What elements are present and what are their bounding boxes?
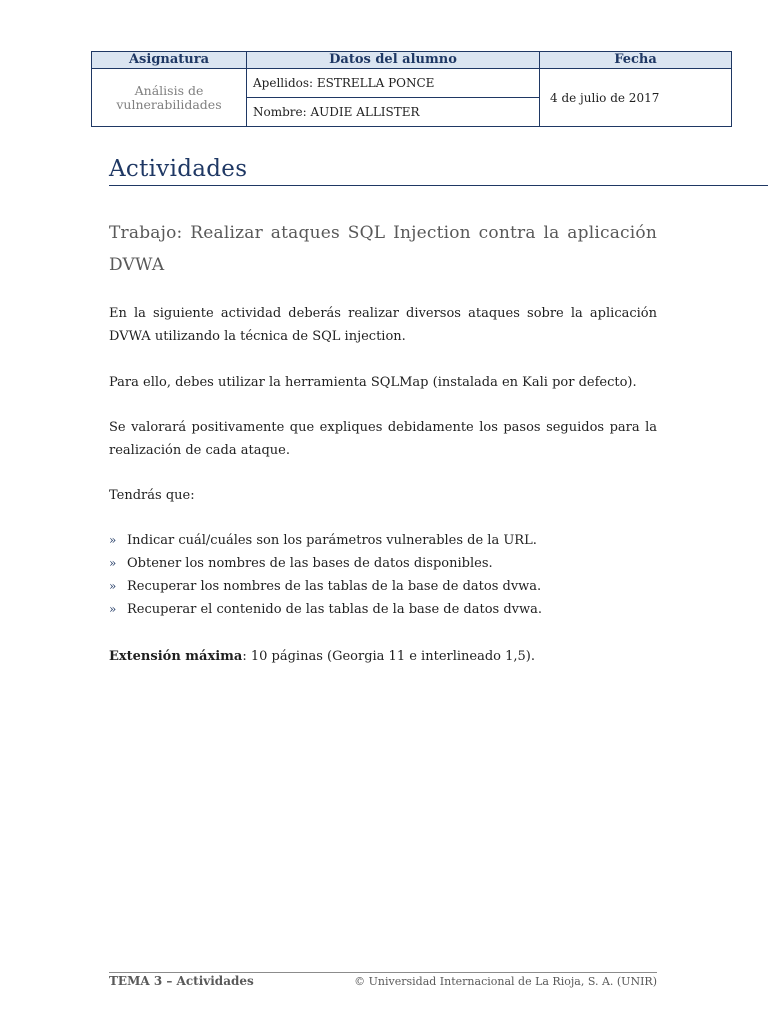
task-text: Indicar cuál/cuáles son los parámetros vulnerables de la URL. <box>127 533 537 548</box>
bullet-icon: » <box>109 556 117 570</box>
header-table <box>91 51 732 127</box>
bullet-icon: » <box>109 579 117 593</box>
paragraph-intro: En la siguiente actividad deberás realizar diversos ataques sobre la aplicación DVWA utilizando la técnica de SQL injection. <box>109 306 657 344</box>
paragraph-tool: Para ello, debes utilizar la herramienta SQLMap (instalada en Kali por defecto). <box>109 375 637 390</box>
list-item <box>109 529 657 552</box>
bullet-icon: » <box>109 602 117 616</box>
header-col-subject: Asignatura <box>92 52 247 69</box>
date-cell: 4 de julio de 2017 <box>540 69 732 127</box>
section-title: Actividades <box>109 156 248 182</box>
surname-cell: Apellidos: ESTRELLA PONCE <box>247 69 540 98</box>
subject-cell <box>92 69 247 127</box>
task-list <box>109 529 657 621</box>
list-item <box>109 575 657 598</box>
extension-text: : 10 páginas (Georgia 11 e interlineado 1,5). <box>242 649 536 664</box>
extension-label: Extensión máxima <box>109 649 243 664</box>
subject-line-1: Análisis de <box>134 82 204 98</box>
bullet-icon: » <box>109 533 117 547</box>
header-col-student: Datos del alumno <box>247 52 540 69</box>
header-col-date: Fecha <box>540 52 732 69</box>
footer-copyright: © Universidad Internacional de La Rioja, S. A. (UNIR) <box>354 975 657 988</box>
subject-line-2: vulnerabilidades <box>116 96 222 112</box>
list-item <box>109 552 657 575</box>
title-divider <box>109 185 768 186</box>
assignment-subtitle: Trabajo: Realizar ataques SQL Injection contra la aplicación DVWA <box>109 223 657 275</box>
task-text: Obtener los nombres de las bases de datos disponibles. <box>127 556 493 571</box>
name-cell: Nombre: AUDIE ALLISTER <box>247 98 540 127</box>
list-item <box>109 598 657 621</box>
footer-topic: TEMA 3 – Actividades <box>109 974 254 988</box>
task-text: Recuperar los nombres de las tablas de la base de datos dvwa. <box>127 579 542 594</box>
task-text: Recuperar el contenido de las tablas de la base de datos dvwa. <box>127 602 543 617</box>
paragraph-evaluation: Se valorará positivamente que expliques debidamente los pasos seguidos para la realización de cada ataque. <box>109 420 657 458</box>
paragraph-tasks-intro: Tendrás que: <box>109 488 195 503</box>
footer-divider <box>109 972 657 973</box>
extension-paragraph <box>109 645 657 668</box>
